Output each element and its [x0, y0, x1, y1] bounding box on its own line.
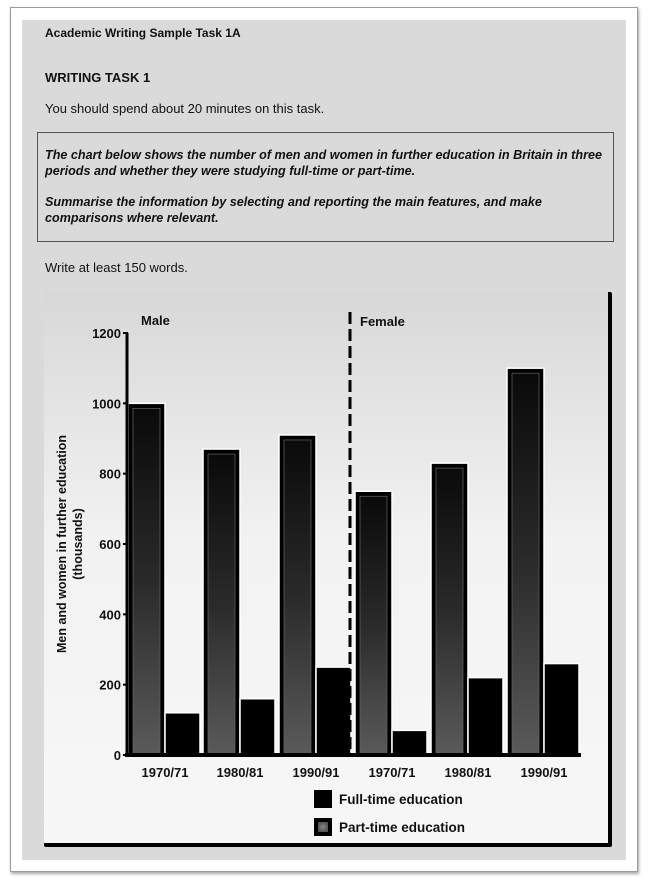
y-tick-label: 800: [99, 466, 121, 482]
prompt-instruction: Summarise the information by selecting and reporting the main features, and make comparisons where relevant.: [45, 195, 542, 225]
bar-female-1990-91-part-time: [544, 664, 579, 755]
word-instruction: Write at least 150 words.: [45, 260, 188, 275]
bar-female-1980-81-part-time: [468, 678, 503, 755]
prompt-description: The chart below shows the number of men and women in further education in Britain in three periods and whether they were studying full-time or part-time.: [45, 148, 602, 178]
task-title: WRITING TASK 1: [45, 70, 151, 85]
y-tick-label: 600: [99, 537, 121, 552]
y-tick-label: 400: [99, 607, 121, 623]
legend-swatch-full-time: [314, 790, 332, 808]
y-tick-label: 1000: [92, 396, 121, 412]
y-tick-label: 200: [99, 677, 121, 693]
bar-female-1970-71-part-time: [392, 730, 427, 755]
bar-male-1980-81-full-time-fill: [208, 454, 235, 754]
bar-female-1990-91-full-time-fill: [512, 373, 539, 754]
bar-male-1970-71-part-time: [165, 713, 200, 755]
x-tick-label: 1970/71: [368, 765, 416, 780]
time-instruction: You should spend about 20 minutes on this task.: [45, 101, 325, 116]
bar-female-1970-71-full-time-fill: [360, 496, 387, 754]
bar-male-1990-91-part-time: [316, 667, 351, 755]
legend-label-part-time: Part-time education: [339, 820, 466, 835]
document-header: Academic Writing Sample Task 1A: [45, 26, 241, 40]
y-axis-unit: (thousands): [71, 508, 85, 580]
x-tick-label: 1990/91: [292, 765, 340, 780]
x-tick-label: 1980/81: [444, 765, 492, 780]
x-tick-label: 1980/81: [216, 765, 264, 780]
group-label-male: Male: [141, 313, 170, 328]
y-tick-label: 0: [113, 748, 121, 763]
legend-swatch-part-time-inner: [318, 822, 328, 832]
y-axis-label: Men and women in further education: [55, 434, 69, 654]
x-tick-label: 1970/71: [141, 765, 189, 780]
group-label-female: Female: [360, 314, 405, 329]
bar-female-1980-81-full-time-fill: [436, 468, 463, 754]
y-tick-label: 1200: [92, 326, 121, 341]
legend-label-full-time: Full-time education: [339, 792, 463, 807]
bar-male-1980-81-part-time: [240, 699, 275, 755]
x-tick-label: 1990/91: [520, 765, 568, 780]
bar-male-1970-71-full-time-fill: [133, 408, 160, 754]
bar-male-1990-91-full-time-fill: [284, 440, 311, 754]
